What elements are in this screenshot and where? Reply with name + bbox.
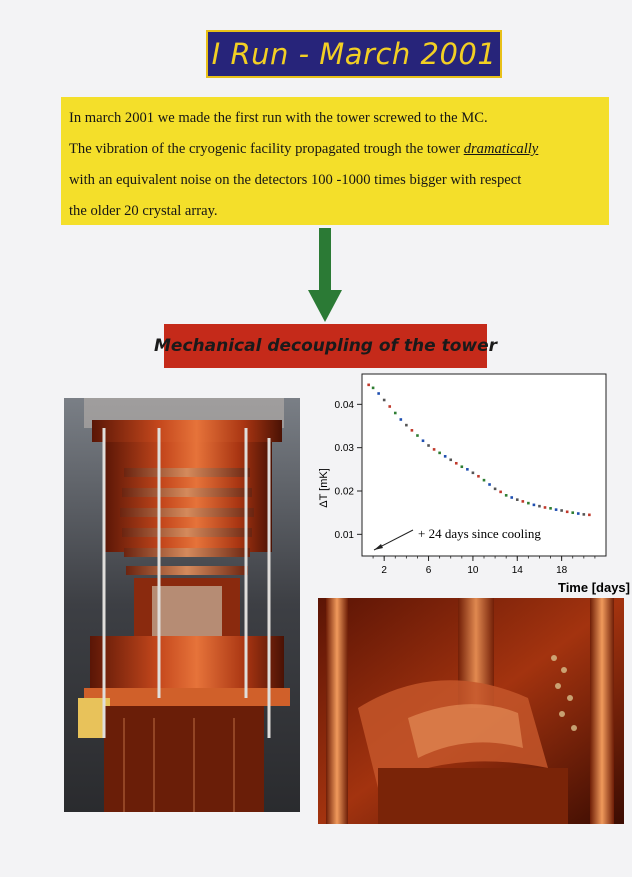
x-tick-label: 2 <box>381 565 387 576</box>
intro-emphasis: dramatically <box>463 141 539 157</box>
data-point <box>538 505 541 508</box>
data-point <box>527 502 530 505</box>
data-point <box>411 429 414 432</box>
data-point <box>483 479 486 482</box>
page-title: I Run - March 2001 <box>211 37 497 71</box>
y-tick-label: 0.04 <box>334 399 354 411</box>
data-point <box>510 496 513 499</box>
y-axis-label: ΔT [mK] <box>318 468 330 508</box>
data-point <box>505 494 508 497</box>
data-point <box>377 392 380 395</box>
data-point <box>588 514 591 517</box>
data-point <box>400 418 403 421</box>
data-point <box>577 512 580 515</box>
y-tick-label: 0.03 <box>334 443 354 455</box>
y-axis-ticks <box>335 400 362 541</box>
data-point <box>466 468 469 471</box>
data-point <box>583 513 586 516</box>
data-point <box>533 504 536 507</box>
data-point <box>455 462 458 465</box>
data-point <box>388 405 391 408</box>
subtitle-banner <box>154 324 497 368</box>
intro-line-2-text: The vibration of the cryogenic facility propagated trough the tower <box>69 141 464 157</box>
data-point <box>416 434 419 437</box>
x-tick-label: 14 <box>511 565 523 576</box>
tower-photo <box>64 398 300 812</box>
data-point <box>522 500 525 503</box>
intro-line-2 <box>69 134 599 165</box>
data-point <box>472 472 475 475</box>
data-point <box>488 483 491 486</box>
data-point <box>566 511 569 514</box>
x-tick-label: 18 <box>556 565 568 576</box>
data-point <box>516 498 519 501</box>
x-tick-label: 6 <box>425 565 432 576</box>
data-point <box>427 444 430 447</box>
data-point <box>422 439 425 442</box>
data-point <box>405 424 408 427</box>
data-point <box>438 452 441 455</box>
data-point <box>494 488 497 491</box>
data-point <box>433 448 436 451</box>
data-point <box>499 491 502 494</box>
y-tick-label: 0.02 <box>334 486 354 498</box>
intro-line-3: with an equivalent noise on the detectors 100 -1000 times bigger with respect <box>69 172 522 188</box>
data-point <box>444 455 447 458</box>
detail-photo <box>318 598 624 824</box>
data-point <box>549 507 552 510</box>
data-point <box>544 506 547 509</box>
data-point <box>383 399 386 402</box>
data-point <box>367 384 370 387</box>
intro-line-1: In march 2001 we made the first run with the tower screwed to the MC. <box>69 110 488 126</box>
data-point <box>560 509 563 512</box>
chart-annotation: + 24 days since cooling <box>418 526 541 541</box>
data-point <box>555 508 558 511</box>
data-point <box>461 465 464 468</box>
data-point <box>372 387 375 390</box>
data-point <box>449 459 452 462</box>
section-subtitle: Mechanical decoupling of the tower <box>154 336 497 356</box>
data-point <box>571 511 574 514</box>
intro-line-4: the older 20 crystal array. <box>69 203 218 219</box>
temperature-chart <box>310 370 632 596</box>
x-axis-ticks <box>373 556 595 576</box>
data-point <box>394 412 397 415</box>
data-point <box>477 475 480 478</box>
x-tick-label: 10 <box>467 565 479 576</box>
down-arrow-icon <box>308 228 342 322</box>
y-tick-label: 0.01 <box>334 529 354 541</box>
title-banner <box>206 30 502 78</box>
x-axis-label: Time [days] <box>557 580 630 595</box>
intro-text-box <box>61 97 609 225</box>
